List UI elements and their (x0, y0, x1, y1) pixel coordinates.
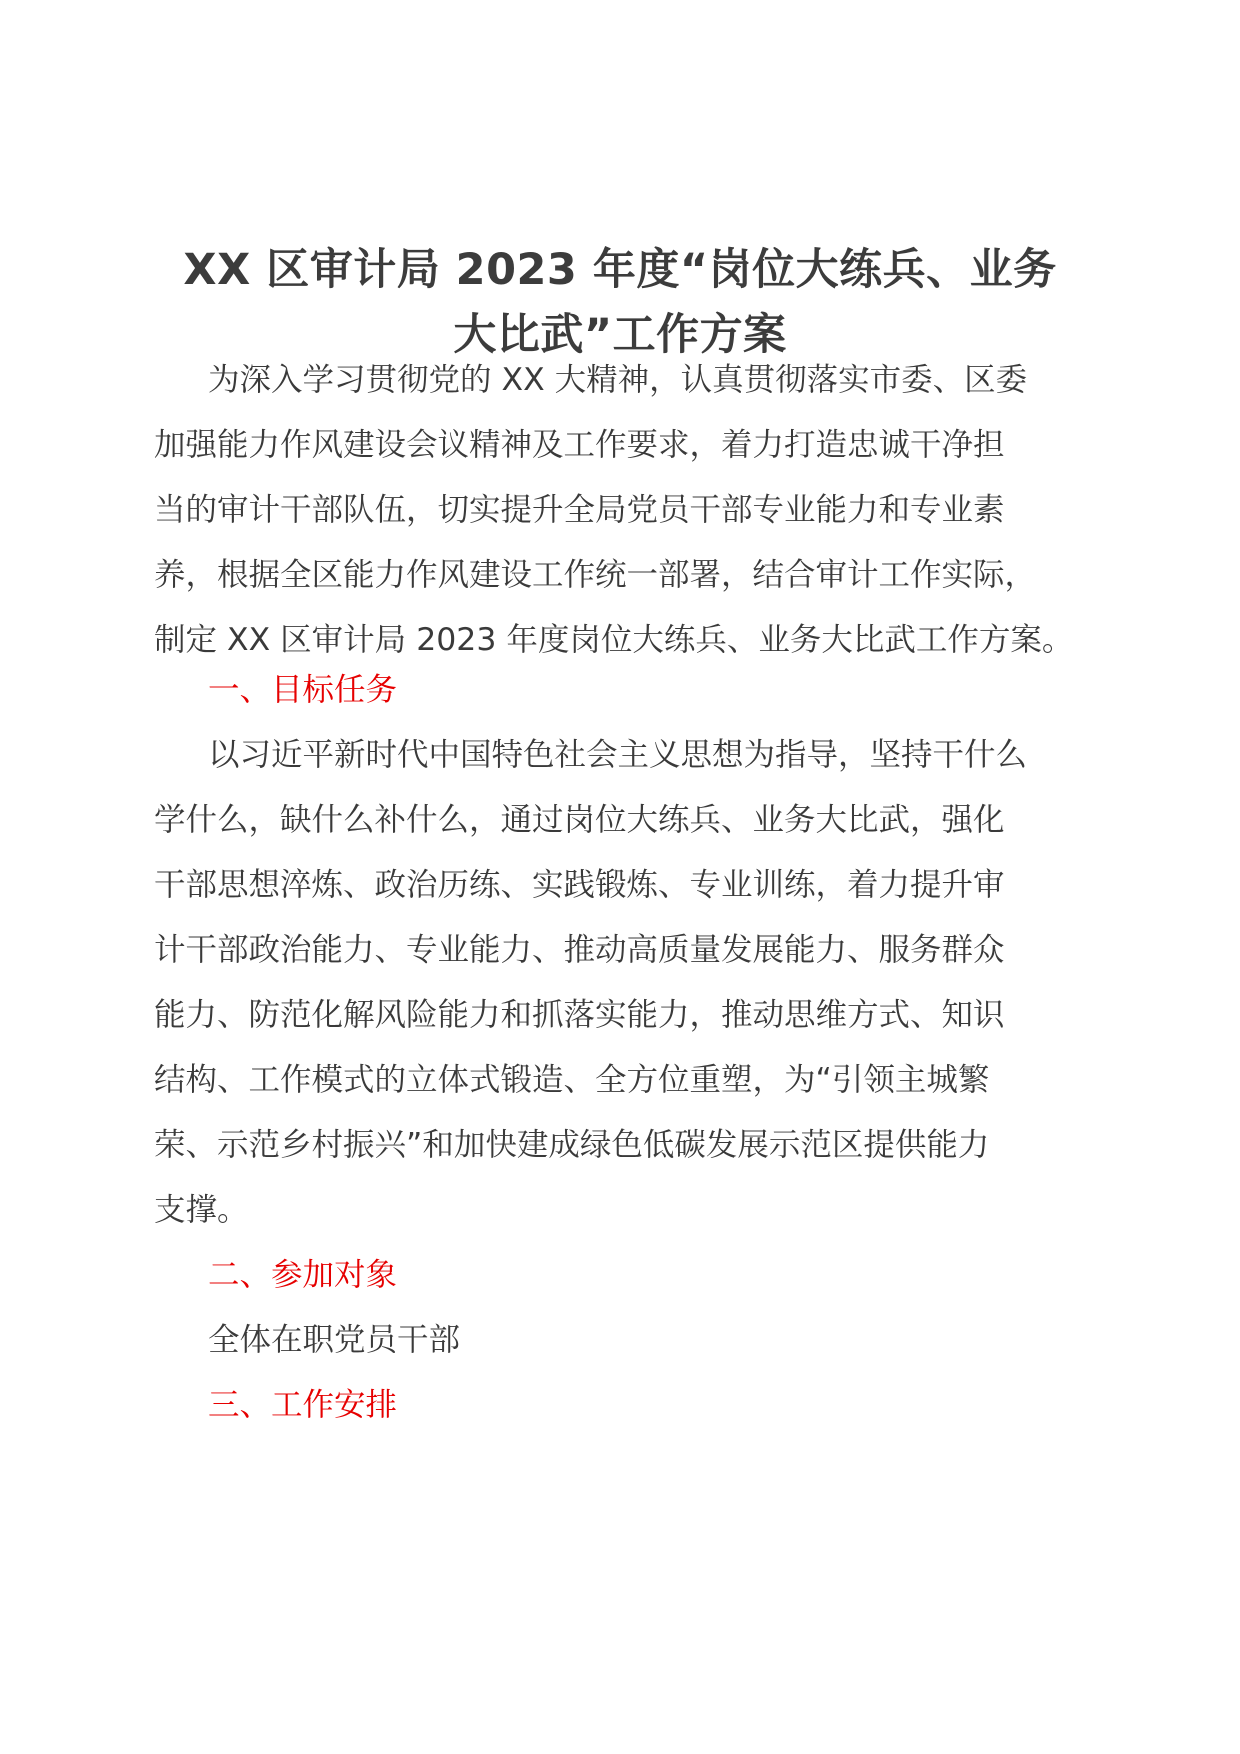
title-line-2: 大比武”工作方案 (453, 310, 787, 360)
paragraph-line: 制定 XX 区审计局 2023 年度岗位大练兵、业务大比武工作方案。 (154, 622, 1074, 658)
paragraph-line: 干部思想淬炼、政治历练、实践锻炼、专业训练，着力提升审 (154, 867, 1005, 903)
goals-paragraph (154, 723, 1094, 1243)
paragraph-line: 计干部政治能力、专业能力、推动高质量发展能力、服务群众 (154, 932, 1005, 968)
paragraph-line: 加强能力作风建设会议精神及工作要求，着力打造忠诚干净担 (154, 427, 1005, 463)
intro-paragraph (154, 348, 1094, 673)
paragraph-line: 养，根据全区能力作风建设工作统一部署，结合审计工作实际， (154, 557, 1037, 593)
paragraph-line: 结构、工作模式的立体式锻造、全方位重塑，为“引领主城繁 (154, 1062, 990, 1098)
section-heading-goals: 一、目标任务 (208, 672, 398, 708)
participants-text: 全体在职党员干部 (208, 1322, 461, 1358)
section-heading-participants: 二、参加对象 (208, 1257, 398, 1293)
paragraph-line: 为深入学习贯彻党的 XX 大精神，认真贯彻落实市委、区委 (208, 362, 1028, 398)
title-line-1: XX 区审计局 2023 年度“岗位大练兵、业务 (183, 245, 1057, 295)
section-heading-arrangements: 三、工作安排 (208, 1387, 398, 1423)
paragraph-line: 以习近平新时代中国特色社会主义思想为指导，坚持干什么 (208, 737, 1028, 773)
paragraph-line: 荣、示范乡村振兴”和加快建成绿色低碳发展示范区提供能力 (154, 1127, 990, 1163)
paragraph-line: 学什么，缺什么补什么，通过岗位大练兵、业务大比武，强化 (154, 802, 1005, 838)
paragraph-line: 能力、防范化解风险能力和抓落实能力，推动思维方式、知识 (154, 997, 1005, 1033)
paragraph-line: 支撑。 (154, 1192, 249, 1228)
paragraph-line: 当的审计干部队伍，切实提升全局党员干部专业能力和专业素 (154, 492, 1005, 528)
